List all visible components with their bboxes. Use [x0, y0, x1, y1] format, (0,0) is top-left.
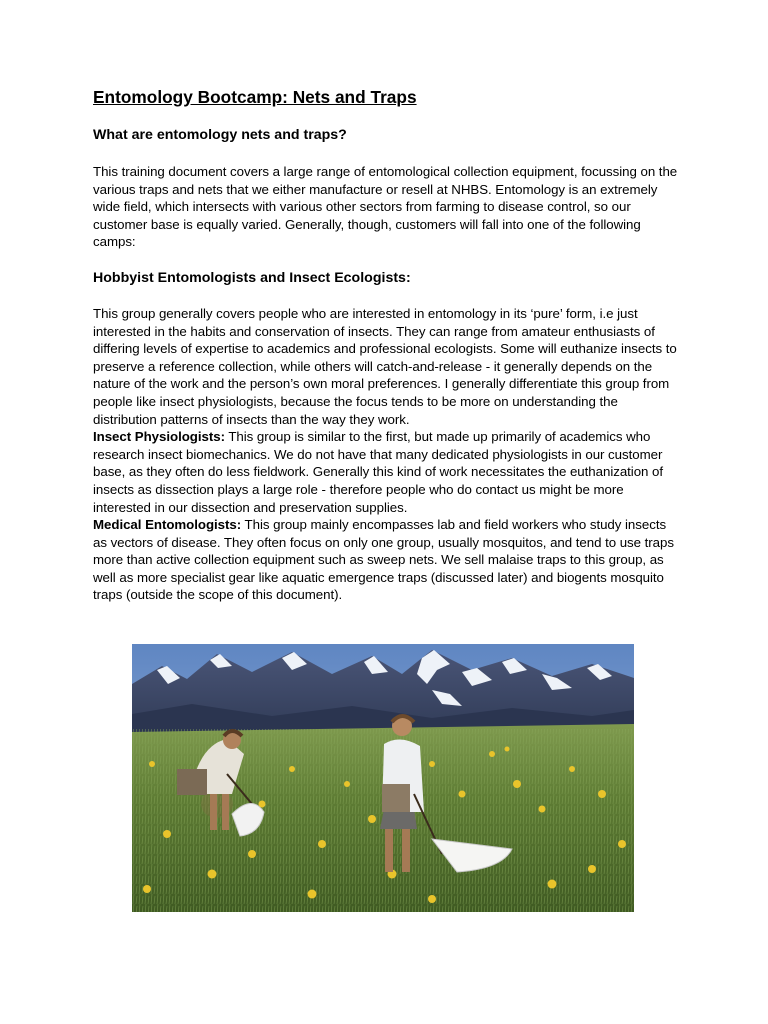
medical-text: This group mainly encompasses lab and field workers who study insects as vectors of disease. They often focus on only one group, usually mosquitos, and tend to use traps more than active collection equipment such as sweep nets. We sell malaise traps to this group, as well as more specialist gear like aquatic emergence traps (discussed later) and biogents mosquito traps (outside the scope of this document). [93, 517, 674, 603]
section-heading-hobbyist: Hobbyist Entomologists and Insect Ecologists: [93, 269, 411, 286]
medical-lead: Medical Entomologists: [93, 517, 242, 533]
field-collection-photo [132, 644, 634, 912]
document-title: Entomology Bootcamp: Nets and Traps [93, 87, 417, 107]
section-heading-what-are: What are entomology nets and traps? [93, 127, 347, 143]
hobbyist-paragraph: This group generally covers people who are interested in entomology in its ‘pure’ form, i.e just interested in the habits and conservation of insects. They can range from amateur enthusiasts of differing levels of expertise to academics and professional ecologists. Some will euthanize insects to preserve a reference collection, while others will catch-and-release - it generally depends on the nature of the work and the person’s own moral preferences. I generally differentiate this group from people like insect physiologists, because the focus tends to be more on understanding the distribution patterns of insects than the way they work. [93, 305, 677, 427]
physiologists-paragraph [93, 428, 683, 516]
document-page [93, 87, 683, 604]
medical-paragraph [93, 516, 683, 604]
physiologists-lead: Insect Physiologists: [93, 429, 225, 445]
intro-paragraph: This training document covers a large range of entomological collection equipment, focussing on the various traps and nets that we either manufacture or resell at NHBS. Entomology is an extremely wide field, which intersects with various other sectors from farming to disease control, so our customer base is equally varied. Generally, though, customers will fall into one of the following camps: [93, 164, 678, 250]
physiologists-text: This group is similar to the first, but made up primarily of academics who research insect biomechanics. We do not have that many dedicated physiologists in our customer base, as they often do less fieldwork. Generally this kind of work necessitates the euthanization of insects as dissection plays a large role - therefore people who do contact us might be more interested in our dissection and preservation supplies. [93, 429, 664, 515]
